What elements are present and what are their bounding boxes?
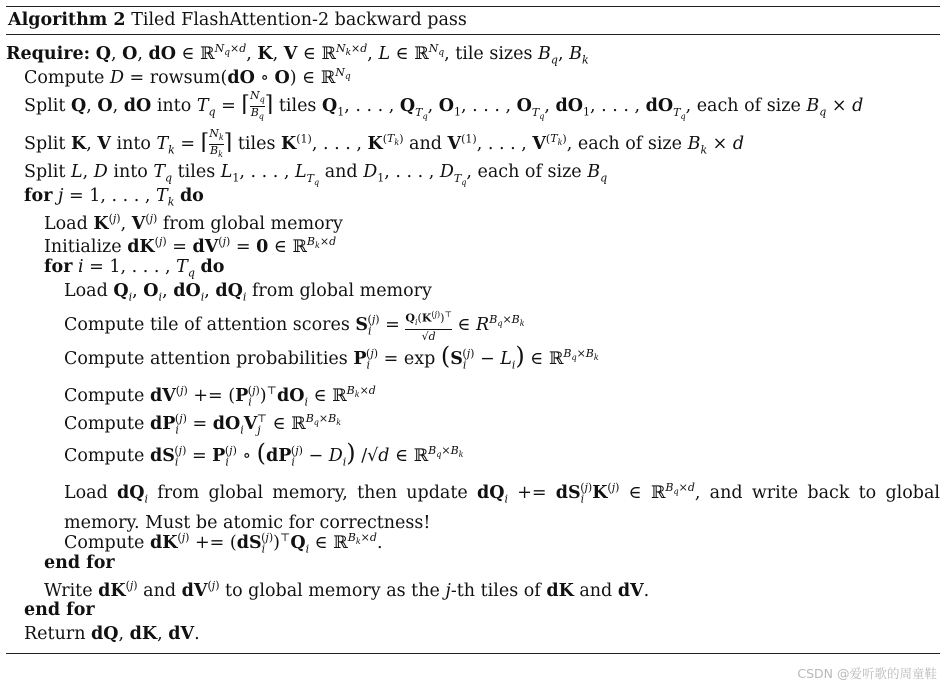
algo-line-init: Initialize $dK^{(j)} = dV^{(j)} = 0$ ∈ ℝ$^{B_k\times d}$: [44, 235, 337, 257]
algo-line-load-kv: Load $K^{(j)}$, $V^{(j)}$ from global memory: [44, 212, 343, 234]
algorithm-label: Algorithm 2: [8, 10, 126, 30]
algo-line-compute-d: Compute D = rowsum(dO ∘ O) ∈ ℝ$^{N_q}$: [24, 66, 351, 88]
algo-line-for-i: for i = 1, . . . , $T_q$ do: [44, 257, 225, 280]
algo-line-write: Write $dK^{(j)}$ and $dV^{(j)}$ to global memory as the j-th tiles of dK and dV.: [44, 579, 650, 601]
algorithm-title: [6, 7, 940, 34]
algo-line-split-l: Split L, D into $T_q$ tiles $L_1$, . . . , $L_{T_q}$ and $D_1$, . . . , $D_{T_q}$, each of size $B_q$: [24, 162, 608, 187]
algo-line-end-for-j: end for: [24, 600, 95, 620]
algo-line-split-q: Split Q, O, dO into $T_q$ = ⌈ $\frac{N_q}{B_q}$ ⌉ tiles $Q_1$, . . . , $Q_{T_q}$, $O_1$, . . . , $O_{T_q}$, $dO_1$, . . . , $dO_{T_q}$, each of size $B_q \times d$: [24, 89, 864, 122]
mid-rule: [6, 34, 940, 35]
watermark: CSDN @爱听歌的周童鞋: [797, 666, 937, 681]
algo-line-require: Require: Q, O, dO ∈ ℝ$^{N_q\times d}$, K, V ∈ ℝ$^{N_k\times d}$, L ∈ ℝ$^{N_q}$, tile sizes $B_q$, $B_k$: [6, 42, 589, 67]
algo-line-ds: Compute $dS_i^{(j)} = P_i^{(j)}$ ∘ $(dP_i^{(j)} - D_i)$ /√d ∈ ℝ$^{B_q\times B_k}$: [64, 438, 464, 469]
algo-line-dp: Compute $dP_i^{(j)} = dO_iV_j^⊤$ ∈ ℝ$^{B_q\times B_k}$: [64, 412, 342, 437]
algo-line-scores: Compute tile of attention scores $S_i^{(j)}$ = $\frac{Q_i(K^{(j)})^⊤}{√d}$ ∈ $R^{B_q\times B_k}$: [64, 310, 525, 343]
algo-line-probs: Compute attention probabilities $P_i^{(j)} = \exp (S_i^{(j)} - L_i)$ ∈ ℝ$^{B_q\times B_k}$: [64, 341, 599, 372]
bottom-rule: [6, 653, 940, 654]
algo-line-load-q: Load $Q_i$, $O_i$, $dO_i$, $dQ_i$ from global memory: [64, 281, 432, 304]
algo-line-dk: Compute $dK^{(j)} += (dS_i^{(j)})^⊤Q_i$ ∈ ℝ$^{B_k\times d}$.: [64, 531, 383, 556]
algorithm-block: [6, 6, 940, 35]
algo-line-dv: Compute $dV^{(j)} += (P_i^{(j)})^⊤dO_i$ ∈ ℝ$^{B_k\times d}$: [64, 384, 376, 409]
algo-line-return: Return dQ, dK, dV.: [24, 624, 200, 644]
algo-line-end-for-i: end for: [44, 553, 115, 573]
algo-line-dq: Load $dQ_i$ from global memory, then update $dQ_i += dS_i^{(j)}K^{(j)}$ ∈ ℝ$^{B_q\times d}$, and write back to global memory. Must be atomic for correctness!: [64, 481, 941, 534]
algorithm-name: Tiled FlashAttention-2 backward pass: [131, 10, 467, 30]
algo-line-split-k: Split K, V into $T_k$ = ⌈ $\frac{N_k}{B_k}$ ⌉ tiles $K^{(1)}$, . . . , $K^{(T_k)}$ and $V^{(1)}$, . . . , $V^{(T_k)}$, each of size $B_k \times d$: [24, 127, 745, 160]
algo-line-for-j: for j = 1, . . . , $T_k$ do: [24, 186, 204, 209]
